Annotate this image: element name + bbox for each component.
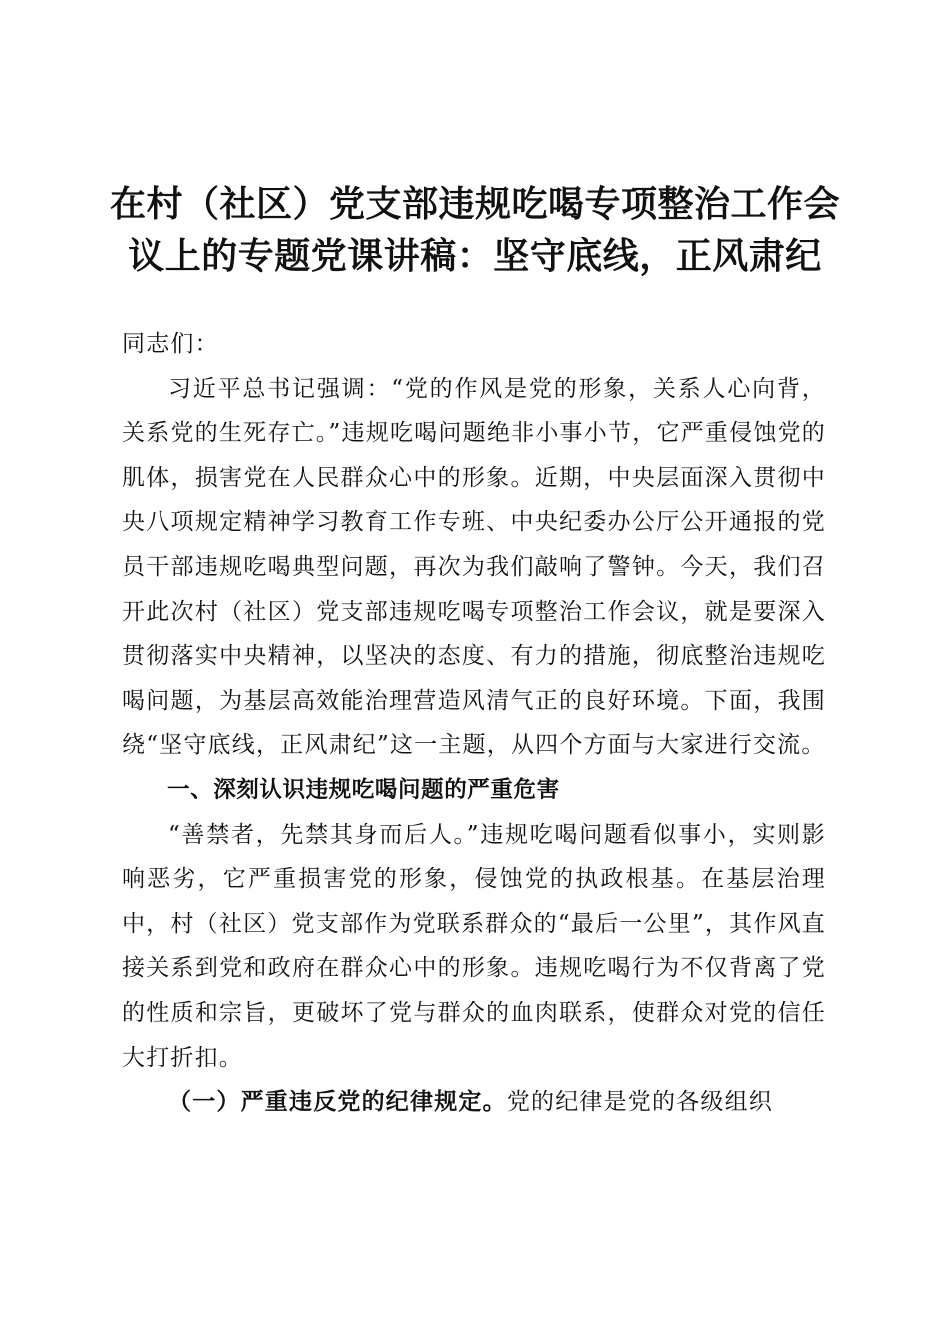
subsection-text-1: 党的纪律是党的各级组织: [506, 1089, 774, 1116]
paragraph-subsection-1: [122, 1080, 826, 1125]
title-line-1: 在村（社区）党支部违规吃喝专项整治工作会: [109, 183, 840, 225]
title-line-2: 议上的专题党课讲稿：坚守底线，正风肃纪: [128, 235, 822, 277]
subsection-heading-1: （一）严重违反党的纪律规定。: [168, 1089, 507, 1116]
document-title: [100, 178, 850, 282]
document-body: [122, 322, 826, 1125]
section-heading-1: 一、深刻认识违规吃喝问题的严重危害: [167, 776, 560, 803]
paragraph-intro: 习近平总书记强调：“党的作风是党的形象，关系人心向背，关系党的生死存亡。”违规吃喝问题绝非小事小节，它严重侵蚀党的肌体，损害党在人民群众心中的形象。近期，中央层面深入贯彻中央八项规定精神学习教育工作专班、中央纪委办公厅公开通报的党员干部违规吃喝典型问题，再次为我们敲响了警钟。今天，我们召开此次村（社区）党支部违规吃喝专项整治工作会议，就是要深入贯彻落实中央精神，以坚决的态度、有力的措施，彻底整治违规吃喝问题，为基层高效能治理营造风清气正的良好环境。下面，我围绕“坚守底线，正风肃纪”这一主题，从四个方面与大家进行交流。: [122, 375, 826, 759]
paragraph-section-1: “善禁者，先禁其身而后人。”违规吃喝问题看似事小，实则影响恶劣，它严重损害党的形象，侵蚀党的执政根基。在基层治理中，村（社区）党支部作为党联系群众的“最后一公里”，其作风直接关系到党和政府在群众心中的形象。违规吃喝行为不仅背离了党的性质和宗旨，更破坏了党与群众的血肉联系，使群众对党的信任大打折扣。: [122, 821, 826, 1071]
salutation: 同志们：: [122, 331, 219, 357]
